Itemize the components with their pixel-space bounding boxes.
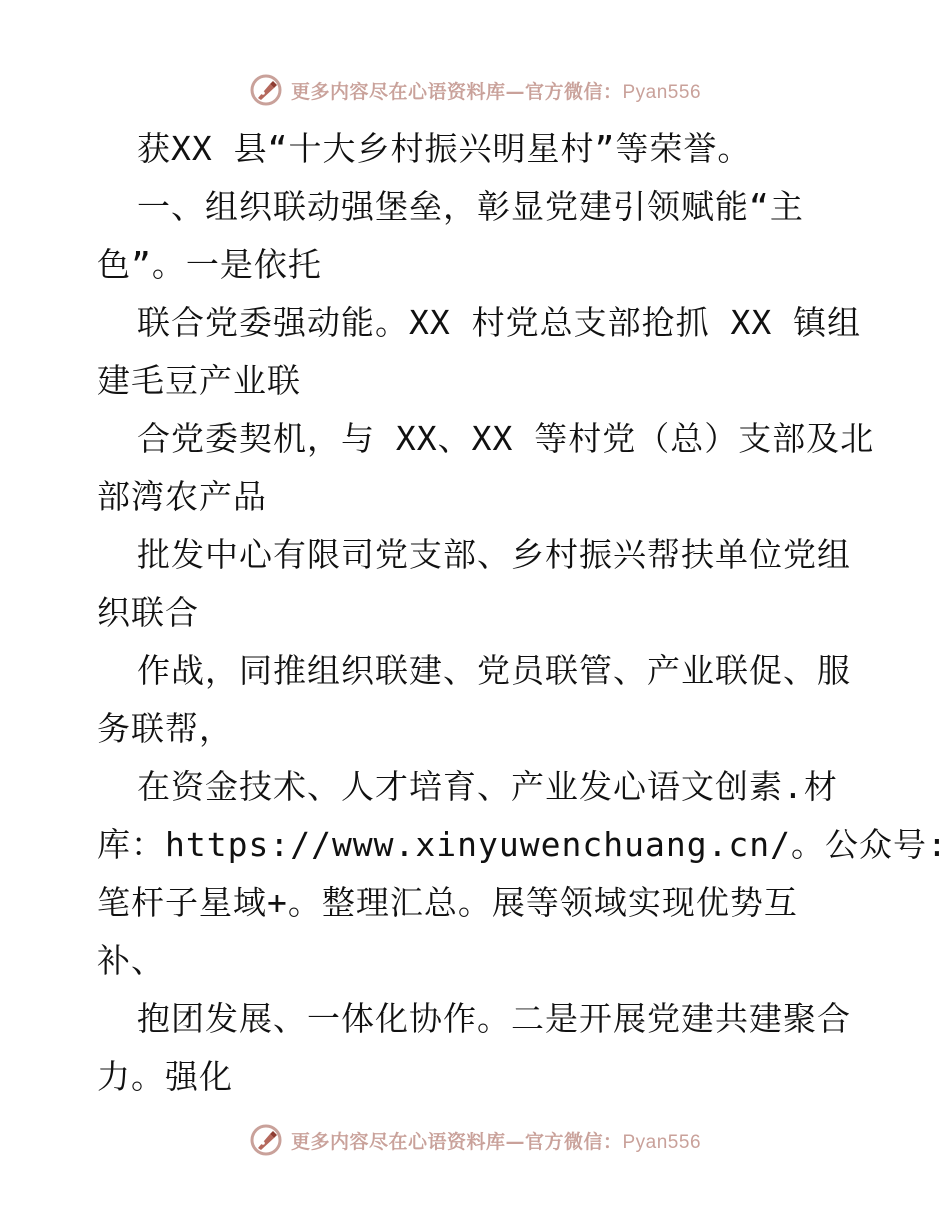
text-line: 笔杆子星域+。整理汇总。展等领域实现优势互 (97, 883, 798, 922)
footer-wechat-id: Pyan556 (622, 1131, 702, 1153)
text-line: 库：https://www.xinyuwenchuang.cn/。公众号: (97, 825, 948, 864)
footer-banner-text: 更多内容尽在心语资料库—官方微信：Pyan556 (290, 1130, 702, 1153)
text-line: 力。强化 (97, 1057, 233, 1096)
text-line: 补、 (97, 941, 165, 980)
text-line: 建毛豆产业联 (97, 361, 301, 400)
text-line: 色”。一是依托 (97, 245, 322, 284)
footer-watermark-banner (0, 1120, 950, 1160)
text-line: 一、组织联动强堡垒，彰显党建引领赋能“主 (137, 187, 804, 226)
header-banner-text: 更多内容尽在心语资料库—官方微信：Pyan556 (290, 80, 702, 103)
pen-nib-logo-icon (249, 73, 283, 107)
document-body (97, 120, 948, 1106)
pen-nib-logo-icon (249, 1123, 283, 1157)
text-line: 务联帮， (97, 709, 233, 748)
header-wechat-id: Pyan556 (622, 81, 702, 103)
text-line: 获XX 县“十大乡村振兴明星村”等荣誉。 (137, 129, 752, 168)
header-watermark-banner (0, 70, 950, 110)
text-line: 抱团发展、一体化协作。二是开展党建共建聚合 (137, 999, 851, 1038)
text-line: 联合党委强动能。XX 村党总支部抢抓 XX 镇组 (137, 303, 862, 342)
text-line: 织联合 (97, 593, 199, 632)
text-line: 合党委契机，与 XX、XX 等村党（总）支部及北 (137, 419, 875, 458)
text-line: 在资金技术、人才培育、产业发心语文创素.材 (137, 767, 838, 806)
text-line: 批发中心有限司党支部、乡村振兴帮扶单位党组 (137, 535, 851, 574)
text-line: 作战，同推组织联建、党员联管、产业联促、服 (137, 651, 851, 690)
text-line: 部湾农产品 (97, 477, 267, 516)
